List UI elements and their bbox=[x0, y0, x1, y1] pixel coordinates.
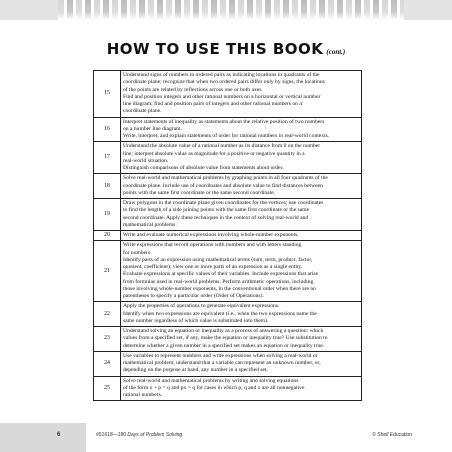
standards-table bbox=[93, 70, 362, 401]
standard-text-line: coordinate plane. bbox=[123, 108, 162, 115]
standard-text-line: Find and position integers and other rational numbers on a horizontal or vertical number bbox=[123, 93, 321, 100]
table-row bbox=[94, 302, 362, 327]
standard-number: 17 bbox=[94, 142, 121, 174]
standard-number: 22 bbox=[94, 302, 121, 327]
standard-text-line: of the form x + p = q and px = q for cases in which p, q and x are all nonnegative bbox=[123, 384, 305, 391]
standard-text-line: Write, interpret, and explain statements of order for rational numbers in real-world contexts. bbox=[123, 133, 330, 139]
banner-fade bbox=[58, 0, 404, 20]
standard-number: 25 bbox=[94, 376, 121, 401]
standard-text-line: of the points are related by reflections across one or both axes. bbox=[123, 86, 263, 93]
standard-text-line: to find the length of a side joining points with the same first coordinate or the same bbox=[123, 207, 310, 214]
standard-text-line: Understand signs of numbers in ordered pairs as indicating locations in quadrants of the bbox=[123, 72, 320, 78]
standard-text-line: line; interpret absolute value as magnitude for a positive or negative quantity in a bbox=[123, 150, 305, 157]
standard-number: 21 bbox=[94, 241, 121, 302]
standard-text-line: Use variables to represent numbers and write expressions when solving a real-world or bbox=[123, 352, 318, 359]
standard-text bbox=[121, 117, 362, 142]
page-title-suffix: (cont.) bbox=[326, 48, 346, 56]
standard-text-line: Apply the properties of operations to generate equivalent expressions. bbox=[123, 303, 280, 310]
standard-text-line: on a number line diagram. bbox=[123, 125, 182, 132]
standard-text-line: mathematical problems. bbox=[123, 221, 177, 228]
page-number: 6 bbox=[57, 432, 61, 438]
standard-text bbox=[121, 241, 362, 302]
standard-text-line: rational numbers. bbox=[123, 392, 163, 398]
table-row bbox=[94, 376, 362, 401]
standard-text bbox=[121, 376, 362, 401]
standard-text-line: Understand the absolute value of a rational number as its distance from 0 on the number bbox=[123, 143, 321, 150]
standard-text-line: mathematical problem; understand that a variable can represent an unknown number, or, bbox=[123, 360, 321, 366]
standard-text-line: Evaluate expressions at specific values of their variables. Include expressions that arise bbox=[123, 271, 319, 278]
standard-number: 18 bbox=[94, 174, 121, 199]
standard-text-line: those involving whole-number exponents, in the conventional order when there are no bbox=[123, 285, 316, 292]
standard-text bbox=[121, 231, 362, 241]
standard-text-line: Solve real-world and mathematical problems by writing and solving equations bbox=[123, 377, 299, 384]
page-title bbox=[0, 40, 452, 58]
page-title-text: HOW TO USE THIS BOOK bbox=[106, 40, 324, 58]
standard-text-line: Solve real-world and mathematical problems by graphing points in all four quadrants of the bbox=[123, 175, 328, 182]
standard-text-line: line diagram; find and position pairs of integers and other rational numbers on a bbox=[123, 101, 302, 107]
standard-text-line: Identify when two expressions are equivalent (i.e., when the two expressions name the bbox=[123, 310, 317, 317]
table-row bbox=[94, 351, 362, 376]
table-row bbox=[94, 241, 362, 302]
standard-text bbox=[121, 302, 362, 327]
top-banner bbox=[0, 0, 452, 24]
standard-text bbox=[121, 351, 362, 376]
standard-text-line: points with the same first coordinate or the same second coordinate. bbox=[123, 189, 276, 196]
footer-publisher: © Shell Education bbox=[372, 432, 412, 438]
standard-text-line: Write and evaluate numerical expressions involving whole-number exponents. bbox=[123, 232, 299, 238]
table-row bbox=[94, 174, 362, 199]
standard-number: 20 bbox=[94, 231, 121, 241]
standard-text-line: quotient, coefficient); view one or more parts of an expression as a single entity. bbox=[123, 264, 303, 270]
standard-text-line: from formulas used in real-world problems. Perform arithmetic operations, including bbox=[123, 278, 314, 285]
standard-number: 23 bbox=[94, 327, 121, 352]
standard-text bbox=[121, 142, 362, 174]
standard-number: 15 bbox=[94, 71, 121, 118]
standard-text-line: values from a specified set, if any, make the equation or inequality true? Use substitution to bbox=[123, 335, 328, 342]
standard-text-line: Distinguish comparisons of absolute value from statements about order. bbox=[123, 165, 284, 171]
standards-table-body bbox=[94, 71, 362, 401]
banner-right-block bbox=[404, 0, 452, 20]
table-row bbox=[94, 117, 362, 142]
standard-number: 16 bbox=[94, 117, 121, 142]
standard-text-line: Draw polygons in the coordinate plane given coordinates for the vertices; use coordinates bbox=[123, 200, 324, 206]
footer-page-tab bbox=[0, 423, 86, 452]
standard-text-line: second coordinate. Apply these techniques in the context of solving real-world and bbox=[123, 214, 309, 221]
standard-text-line: Understand solving an equation or inequality as a process of answering a question: which bbox=[123, 328, 324, 334]
standard-text-line: depending on the purpose at hand, any number in a specified set. bbox=[123, 367, 268, 374]
standard-number: 19 bbox=[94, 199, 121, 231]
table-row bbox=[94, 231, 362, 241]
table-row bbox=[94, 327, 362, 352]
standard-text bbox=[121, 174, 362, 199]
standard-text bbox=[121, 327, 362, 352]
standard-text-line: coordinate plane; recognize that when two ordered pairs differ only by signs, the locations bbox=[123, 79, 325, 86]
table-row bbox=[94, 142, 362, 174]
standard-text-line: same number regardless of which value is substituted into them). bbox=[123, 317, 269, 324]
standard-text-line: for numbers. bbox=[123, 249, 152, 256]
table-row bbox=[94, 71, 362, 118]
standard-text bbox=[121, 199, 362, 231]
footer-book-title: #51618—180 Days of Problem Solving bbox=[96, 432, 183, 438]
standard-text-line: determine whether a given number in a specified set makes an equation or inequality true. bbox=[123, 342, 325, 349]
standard-text-line: real-world situation. bbox=[123, 157, 169, 164]
standard-number: 24 bbox=[94, 351, 121, 376]
standard-text-line: coordinate plane. Include use of coordinates and absolute value to find distances between bbox=[123, 182, 323, 189]
standard-text-line: Interpret statements of inequality as statements about the relative position of two numbers bbox=[123, 118, 325, 125]
standard-text-line: parentheses to specify a particular order (Order of Operations). bbox=[123, 293, 264, 299]
banner-left-block bbox=[0, 0, 58, 20]
standard-text-line: Write expressions that record operations with numbers and with letters standing bbox=[123, 242, 302, 249]
standard-text bbox=[121, 71, 362, 118]
table-row bbox=[94, 199, 362, 231]
standard-text-line: Identify parts of an expression using mathematical terms (sum, term, product, factor, bbox=[123, 256, 313, 263]
